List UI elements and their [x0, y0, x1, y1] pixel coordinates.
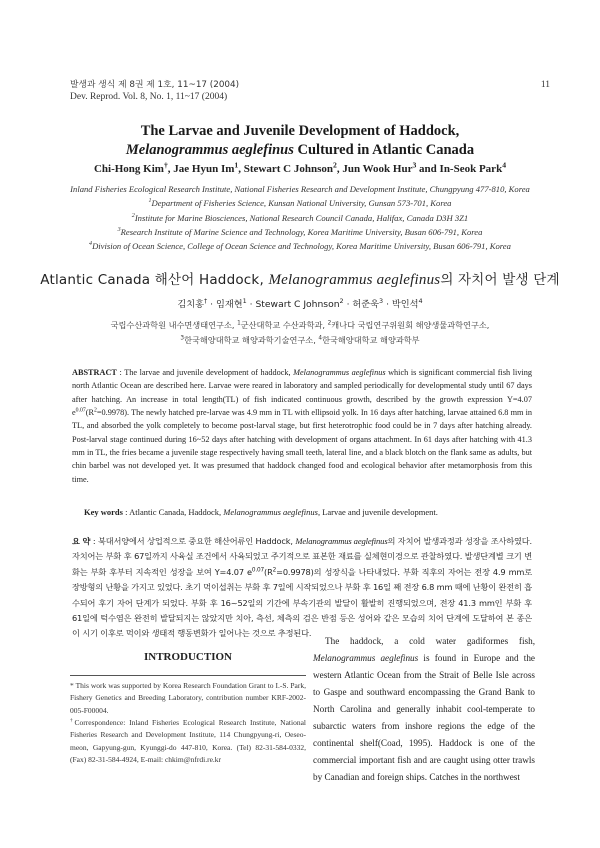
- affiliation-1: [0, 196, 600, 210]
- kr-author-5: · 박인석: [383, 299, 419, 310]
- title-line-2-rest: Cultured in Atlantic Canada: [293, 142, 475, 158]
- kr-author-2-mark: 1: [242, 296, 247, 305]
- affiliation-main: Inland Fisheries Ecological Research Institute, National Fisheries Research and Development Institute, Chungpyung 477-810, Korea: [70, 184, 530, 194]
- author-5: and In-Seok Park: [416, 163, 503, 175]
- abstract-english: [72, 366, 532, 486]
- kr-author-2: · 임재현: [207, 299, 243, 310]
- kr-affil-4-mark: 4: [318, 335, 323, 342]
- korean-abstract-text-4: =0.9978)의 성장식을 나타내었다. 부화 직후의 자어는 전장 4.9 mm로 장방형의 난황을 가지고 있었다. 초기 먹이섭취는 부화 후 7일에 시작되었으나 부화 후 16일 째 전장 6.8 mm 때에 난황이 완전히 흡수되어 후기 자어 단계가 되었다. 부화 후 16~52일의 기간에 부속기관의 발달이 활발히 진행되었으며, 전장 41.3 mm인 부화 후 61일에 턱수염은 완전히 발달되지는 않았지만 치아, 측선, 체측의 검은 반점 등은 성어와 같은 모습의 치어 단계에 도달하여 본 종은 이 시기 이후로 먹이와 생태적 행동변화가 일어나는 것으로 추정된다.: [72, 566, 532, 639]
- author-1: Chi-Hong Kim: [93, 163, 164, 175]
- affiliation-2-text: Institute for Marine Biosciences, National Research Council Canada, Halifax, Canada D3H 3Z1: [134, 212, 469, 223]
- title-line-2: [0, 141, 600, 160]
- kr-author-4-mark: 3: [379, 296, 384, 305]
- author-3: , Stewart C Johnson: [238, 163, 333, 175]
- kr-affil-2-mark: 2: [327, 320, 332, 327]
- abstract-text-4: =0.9978). The newly hatched pre-larvae was 4.9 mm in TL with ellipsoid yolk. In 16 days after hatching, larvae attained 6.8 mm in TL, and absorbed the yolk completely to become post-larval stage, but first heterotrophic food could be in 7 days after hatching already. Post-larval stage continued during 16~52 days after hatching with development of organs attachment. In 61 days after hatching with 41.3 mm in TL, the fries became a juvenile stage respectively having small teeth, lateral line, and a black blotch on the flank same as adults, but chin barbel was not developed yet. It was presumed that haddock changed food and ecological behavior after metamorphosis from this time.: [72, 408, 532, 484]
- author-list: [0, 160, 600, 175]
- keywords: [84, 507, 534, 517]
- keywords-label: Key words: [84, 507, 123, 517]
- paper-title: [0, 122, 600, 160]
- korean-title-post: 의 자치어 발생 단계: [440, 272, 560, 288]
- author-1-mark: †: [163, 160, 168, 170]
- affiliations: [0, 182, 600, 253]
- korean-abstract-label: 요 약: [72, 536, 91, 546]
- body-species: Melanogrammus aeglefinus: [313, 653, 419, 663]
- footnote-divider: [70, 675, 306, 676]
- keywords-species: Melanogrammus aeglefinus: [223, 507, 318, 517]
- kr-affil-1-mark: 1: [237, 320, 241, 327]
- affiliation-1-text: Department of Fisheries Science, Kunsan National University, Gunsan 573-701, Korea: [151, 198, 452, 209]
- abstract-label: ABSTRACT: [72, 368, 117, 377]
- author-2-mark: 1: [234, 160, 239, 170]
- affiliation-4-mark: 4: [89, 241, 93, 248]
- keywords-text-2: , Larvae and juvenile development.: [317, 507, 438, 517]
- affiliation-2: [0, 211, 600, 225]
- affiliation-3-text: Research Institute of Marine Science and Technology, Korea Maritime University, Busan 606-791, Korea: [120, 226, 483, 237]
- kr-author-5-mark: 4: [418, 296, 423, 305]
- author-3-mark: 2: [333, 160, 337, 170]
- kr-affil-3-mark: 3: [180, 335, 185, 342]
- footnote-correspondence: [70, 717, 306, 767]
- abstract-species: Melanogrammus aeglefinus: [293, 368, 386, 377]
- kr-author-1-mark: †: [203, 296, 208, 305]
- korean-abstract-text-2: 의 자치어 발생과정과 성장을 조사하였다. 자치어는 부화 후 67일까지 사육실 조건에서 사육되었고 주기적으로 표본한 재료를 실체현미경으로 관찰하였다. 발생단계별 크기 변화는 부화 후부터 지속적인 성장을 보여 Y=4.07 e: [72, 536, 533, 577]
- kr-affil-3: 한국해양대학교 해양과학기술연구소,: [184, 335, 319, 345]
- affiliation-4: [0, 239, 600, 253]
- author-4: , Jun Wook Hur: [336, 163, 413, 175]
- abstract-text-2: which is significant commercial fish living north Atlantic Ocean are described here. Larvae were reared in laboratory and sampled periodically for developmental study until 67 days after hatching. An increase in total length(TL) of fish indicated continuous growth, described by the growth expression Y=4.07 e: [72, 368, 532, 418]
- correspondence-mark: †: [70, 717, 75, 724]
- journal-header-english: Dev. Reprod. Vol. 8, No. 1, 11~17 (2004): [70, 92, 228, 102]
- body-text-2: is found in Europe and the western Atlantic Ocean from the Strait of Belle Isle across to Gaspe and southward encompassing the Grand Bank to North Carolina and generally inhabit cool-temperate to subarctic waters from inshore regions the edge of the continental shelf(Coad, 1995). Haddock is one of the commercial important fish and are caught using otter trawls by Canadian and foreign ships. Catches in the northwest: [313, 653, 536, 782]
- korean-abstract-text-1: : 북대서양에서 상업적으로 중요한 해산어류인 Haddock,: [90, 536, 296, 546]
- kr-author-3: · Stewart C Johnson: [246, 299, 340, 310]
- title-line-1: The Larvae and Juvenile Development of Haddock,: [140, 123, 460, 139]
- korean-affiliations: [0, 318, 600, 348]
- correspondence-text: Correspondence: Inland Fisheries Ecological Research Institute, National Fisheries Research and Development Institute, 114 Chungpyung-ri, Oeseo-meon, Gapyung-gun, Kyunggi-do 447-810, Korea. (Tel) 82-31-584-0332, (Fax) 82-31-584-4924, E-mail: chkim@nfrdi.re.kr: [70, 718, 306, 765]
- affiliation-3-mark: 3: [117, 227, 121, 234]
- korean-title-pre: Atlantic Canada 해산어 Haddock,: [40, 272, 269, 288]
- title-species: Melanogrammus aeglefinus: [125, 142, 294, 158]
- abstract-exponent: 0.07: [75, 407, 86, 414]
- korean-abstract-text-3: (R: [264, 566, 273, 577]
- journal-header-korean: 발생과 생식 제 8권 제 1호, 11~17 (2004): [70, 80, 240, 90]
- korean-affiliation-line-2: [0, 333, 600, 348]
- footnote-funding: * This work was supported by Korea Research Foundation Grant to I.-S. Park, Fishery Genetics and Breeding Laboratory, contribution number KRF-2002-005-F00004.: [70, 681, 306, 715]
- kr-author-3-mark: 2: [339, 296, 344, 305]
- affiliation-3: [0, 225, 600, 239]
- introduction-heading: INTRODUCTION: [143, 651, 232, 663]
- author-4-mark: 3: [412, 160, 417, 170]
- author-5-mark: 4: [502, 160, 507, 170]
- affiliation-4-text: Division of Ocean Science, College of Ocean Science and Technology, Korea Maritime University, Busan 606-791, Korea: [92, 241, 511, 252]
- keywords-text-1: : Atlantic Canada, Haddock,: [122, 507, 224, 517]
- kr-author-4: · 허준욱: [343, 299, 380, 310]
- abstract-text-3: (R: [85, 408, 95, 418]
- korean-title: [0, 268, 600, 289]
- affiliation-1-mark: 1: [148, 198, 152, 205]
- author-2: , Jae Hyun Im: [167, 163, 235, 175]
- journal-header: [70, 79, 239, 103]
- body-text-1: The haddock, a cold water gadiformes fish,: [325, 636, 535, 646]
- korean-affiliation-line-1: [0, 318, 600, 333]
- kr-affil-4: 한국해양대학교 해양과학부: [322, 335, 420, 345]
- abstract-korean: [72, 534, 532, 642]
- kr-affil-1: 군산대학교 수산과학과,: [240, 320, 328, 330]
- korean-title-species: Melanogrammus aeglefinus: [268, 272, 441, 288]
- abstract-r-squared: 2: [94, 407, 97, 414]
- kr-affil-2: 캐나다 국립연구위원회 해양생물과학연구소,: [331, 320, 490, 330]
- korean-abstract-r-squared: 2: [272, 567, 277, 574]
- introduction-body: [313, 633, 535, 786]
- affiliation-2-mark: 2: [131, 212, 135, 219]
- abstract-text-1: : The larvae and juvenile development of haddock,: [116, 368, 294, 377]
- kr-author-1: 김치홍: [177, 299, 204, 310]
- kr-affil-main: 국립수산과학원 내수면생태연구소,: [110, 320, 238, 330]
- korean-abstract-exponent: 0.07: [251, 567, 265, 574]
- korean-abstract-species: Melanogrammus aeglefinus: [295, 536, 388, 546]
- page-number: 11: [540, 80, 550, 90]
- korean-author-list: [0, 296, 600, 310]
